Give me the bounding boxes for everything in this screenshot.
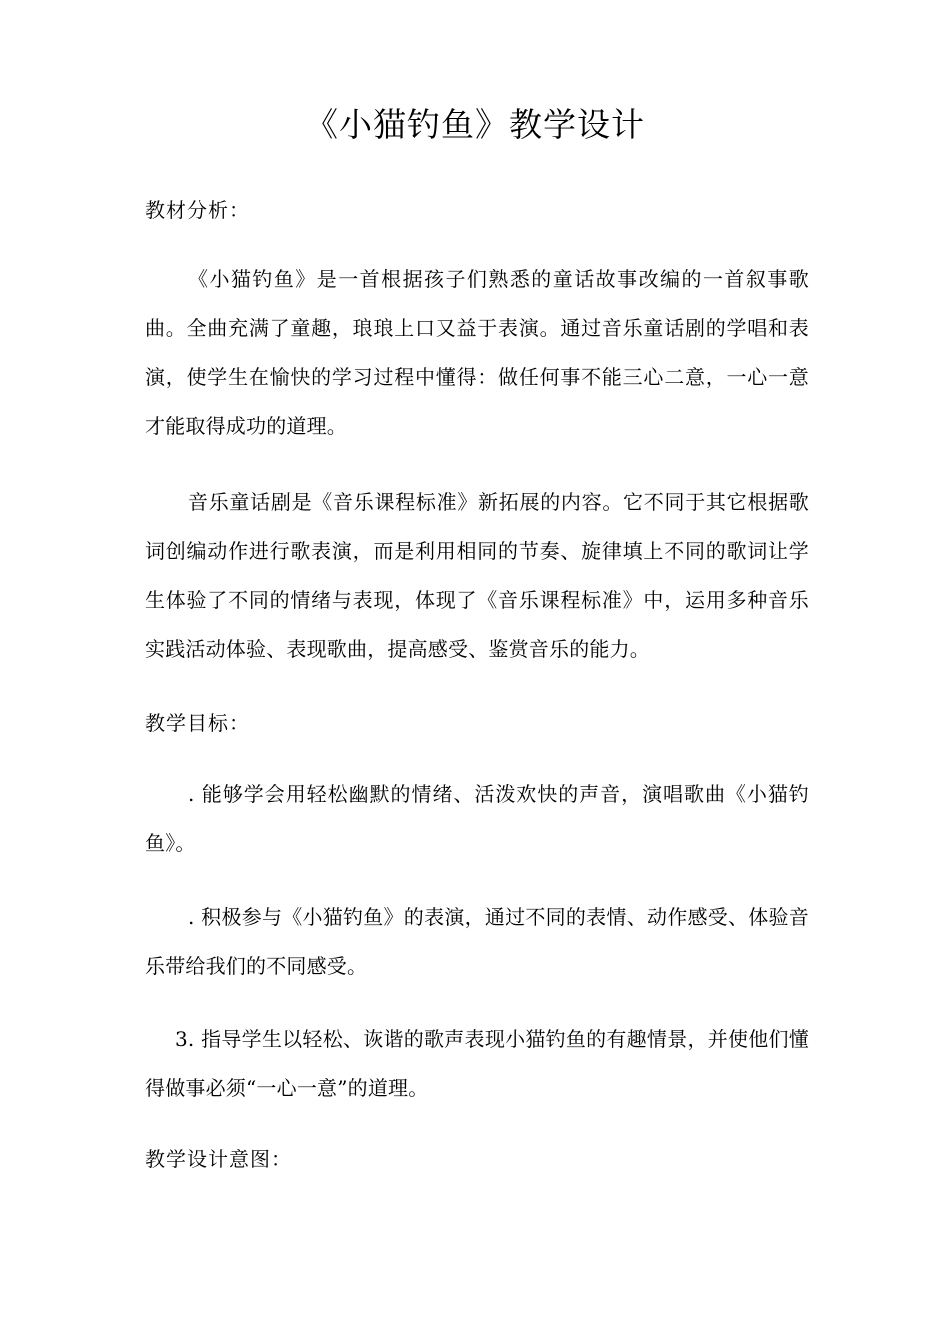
document-title: 《小猫钓鱼》教学设计 <box>305 105 645 144</box>
section-heading-teaching-goals: 教学目标： <box>145 711 250 735</box>
paragraph-textbook-analysis-2: 音乐童话剧是《音乐课程标准》新拓展的内容。它不同于其它根据歌词创编动作进行歌表演，而是利用相同的节奏、旋律填上不同的歌词让学生体验了不同的情绪与表现，体现了《音乐课程标准》中，运用多种音乐实践活动体验、表现歌曲，提高感受、鉴赏音乐的能力。 <box>145 490 809 661</box>
paragraph-teaching-goal-2: . 积极参与《小猫钓鱼》的表演，通过不同的表情、动作感受、体验音乐带给我们的不同感受。 <box>145 905 809 978</box>
paragraph-textbook-analysis-1: 《小猫钓鱼》是一首根据孩子们熟悉的童话故事改编的一首叙事歌曲。全曲充满了童趣，琅琅上口又益于表演。通过音乐童话剧的学唱和表演，使学生在愉快的学习过程中懂得：做任何事不能三心二意，一心一意才能取得成功的道理。 <box>145 267 809 438</box>
section-heading-textbook-analysis: 教材分析： <box>145 198 250 222</box>
paragraph-teaching-goal-3: 3. 指导学生以轻松、诙谐的歌声表现小猫钓鱼的有趣情景，并使他们懂得做事必须“一心一意”的道理。 <box>145 1027 809 1100</box>
paragraph-teaching-goal-1: . 能够学会用轻松幽默的情绪、活泼欢快的声音，演唱歌曲《小猫钓鱼》。 <box>145 782 809 855</box>
section-heading-design-intent: 教学设计意图： <box>145 1147 292 1171</box>
